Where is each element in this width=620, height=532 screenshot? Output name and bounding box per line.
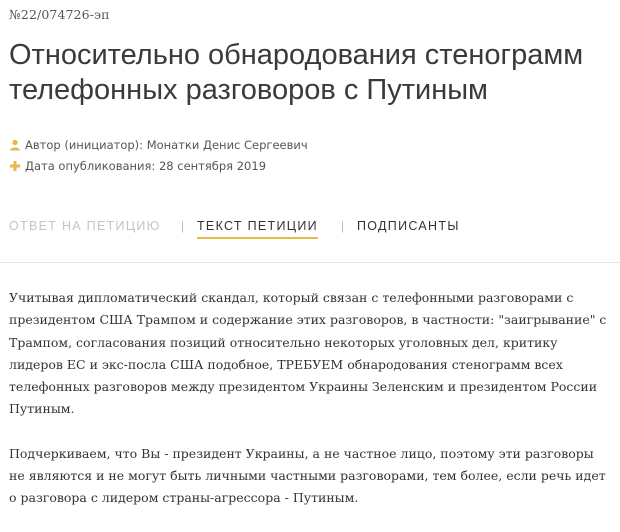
petition-number: №22/074726-эп [9, 7, 110, 22]
meta-date [9, 159, 609, 173]
tab-separator: | [341, 219, 346, 233]
meta-author [9, 138, 609, 152]
plus-icon [9, 160, 21, 172]
body-paragraph-2: Подчеркиваем, что Вы - президент Украины, а не частное лицо, поэтому эти разговоры не являются и не могут быть личными частными разговорами, тем более, если речь идет о разговора с лидером страны-агрессора - Путиным. [9, 445, 606, 506]
tab-response[interactable]: ОТВЕТ НА ПЕТИЦИЮ [9, 219, 161, 233]
tab-separator: | [181, 219, 186, 233]
author-text: Автор (инициатор): Монатки Денис Сергеевич [25, 138, 308, 152]
tab-signers[interactable]: ПОДПИСАНТЫ [357, 219, 460, 233]
person-icon [9, 139, 21, 151]
date-text: Дата опубликования: 28 сентября 2019 [25, 159, 267, 173]
petition-body [9, 287, 609, 532]
page-title: Относительно обнародования стенограмм телефонных разговоров с Путиным [9, 39, 584, 106]
body-paragraph-1: Учитывая дипломатический скандал, который связан с телефонными разговорами с президентом США Трампом и содержание этих разговоров, в частности: "заигрывание" с Трампом, согласования позиций относительно некоторых уголовных дел, критику лидеров ЕС и экс-посла США подобное, ТРЕБУЕМ обнародования стенограмм всех телефонных разговоров между президентом Украины Зеленским и президентом России Путиным. [9, 290, 607, 417]
tab-petition-text[interactable]: ТЕКСТ ПЕТИЦИИ [197, 219, 318, 239]
divider [0, 262, 620, 263]
